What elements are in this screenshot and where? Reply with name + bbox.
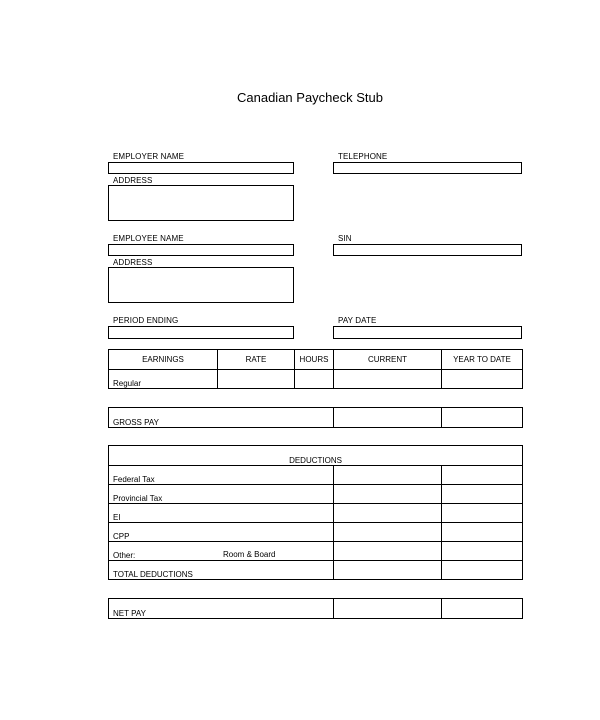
- net-pay-current-cell[interactable]: [334, 599, 442, 619]
- period-ending-label: PERIOD ENDING: [113, 316, 179, 325]
- provincial-tax-ytd-cell[interactable]: [442, 485, 523, 504]
- regular-hours-cell[interactable]: [295, 370, 334, 389]
- gross-pay-table: [108, 407, 523, 428]
- other-label-cell: [109, 542, 334, 561]
- provincial-tax-label: Provincial Tax: [109, 485, 334, 504]
- earnings-header-row: [109, 350, 523, 370]
- earnings-header: EARNINGS: [109, 350, 218, 370]
- net-pay-row: [109, 599, 523, 619]
- telephone-label: TELEPHONE: [338, 152, 388, 161]
- gross-pay-label: GROSS PAY: [109, 408, 334, 428]
- deduction-row: [109, 466, 523, 485]
- hours-header: HOURS: [295, 350, 334, 370]
- sin-label: SIN: [338, 234, 352, 243]
- deductions-table: [108, 445, 523, 580]
- deduction-row: [109, 542, 523, 561]
- earnings-table: [108, 349, 523, 389]
- deductions-header-row: [109, 446, 523, 466]
- telephone-field[interactable]: [333, 162, 522, 174]
- employee-address-field[interactable]: [108, 267, 294, 303]
- deduction-row: [109, 485, 523, 504]
- total-deductions-label: TOTAL DEDUCTIONS: [109, 561, 334, 580]
- total-deductions-current-cell[interactable]: [334, 561, 442, 580]
- ei-label: EI: [109, 504, 334, 523]
- employee-address-label: ADDRESS: [113, 258, 153, 267]
- period-ending-field[interactable]: [108, 326, 294, 339]
- deductions-header: DEDUCTIONS: [109, 446, 523, 466]
- other-detail: Room & Board: [223, 550, 276, 559]
- federal-tax-ytd-cell[interactable]: [442, 466, 523, 485]
- employer-address-field[interactable]: [108, 185, 294, 221]
- gross-pay-current-cell[interactable]: [334, 408, 442, 428]
- sin-field[interactable]: [333, 244, 522, 256]
- federal-tax-current-cell[interactable]: [334, 466, 442, 485]
- regular-current-cell[interactable]: [334, 370, 442, 389]
- employer-address-label: ADDRESS: [113, 176, 153, 185]
- regular-rate-cell[interactable]: [218, 370, 295, 389]
- page-title: Canadian Paycheck Stub: [237, 90, 383, 105]
- year-to-date-header: YEAR TO DATE: [442, 350, 523, 370]
- provincial-tax-current-cell[interactable]: [334, 485, 442, 504]
- current-header: CURRENT: [334, 350, 442, 370]
- gross-pay-row: [109, 408, 523, 428]
- employer-name-label: EMPLOYER NAME: [113, 152, 185, 161]
- pay-date-field[interactable]: [333, 326, 522, 339]
- employee-name-field[interactable]: [108, 244, 294, 256]
- ei-ytd-cell[interactable]: [442, 504, 523, 523]
- regular-row: [109, 370, 523, 389]
- cpp-ytd-cell[interactable]: [442, 523, 523, 542]
- federal-tax-label: Federal Tax: [109, 466, 334, 485]
- regular-ytd-cell[interactable]: [442, 370, 523, 389]
- employer-name-field[interactable]: [108, 162, 294, 174]
- total-deductions-ytd-cell[interactable]: [442, 561, 523, 580]
- employee-name-label: EMPLOYEE NAME: [113, 234, 184, 243]
- ei-current-cell[interactable]: [334, 504, 442, 523]
- deduction-row: [109, 504, 523, 523]
- rate-header: RATE: [218, 350, 295, 370]
- gross-pay-ytd-cell[interactable]: [442, 408, 523, 428]
- net-pay-ytd-cell[interactable]: [442, 599, 523, 619]
- other-current-cell[interactable]: [334, 542, 442, 561]
- net-pay-label: NET PAY: [109, 599, 334, 619]
- regular-label: Regular: [109, 370, 218, 389]
- net-pay-table: [108, 598, 523, 619]
- cpp-current-cell[interactable]: [334, 523, 442, 542]
- pay-date-label: PAY DATE: [338, 316, 377, 325]
- other-label: Other:: [113, 551, 136, 560]
- deduction-row: [109, 523, 523, 542]
- other-ytd-cell[interactable]: [442, 542, 523, 561]
- total-deductions-row: [109, 561, 523, 580]
- cpp-label: CPP: [109, 523, 334, 542]
